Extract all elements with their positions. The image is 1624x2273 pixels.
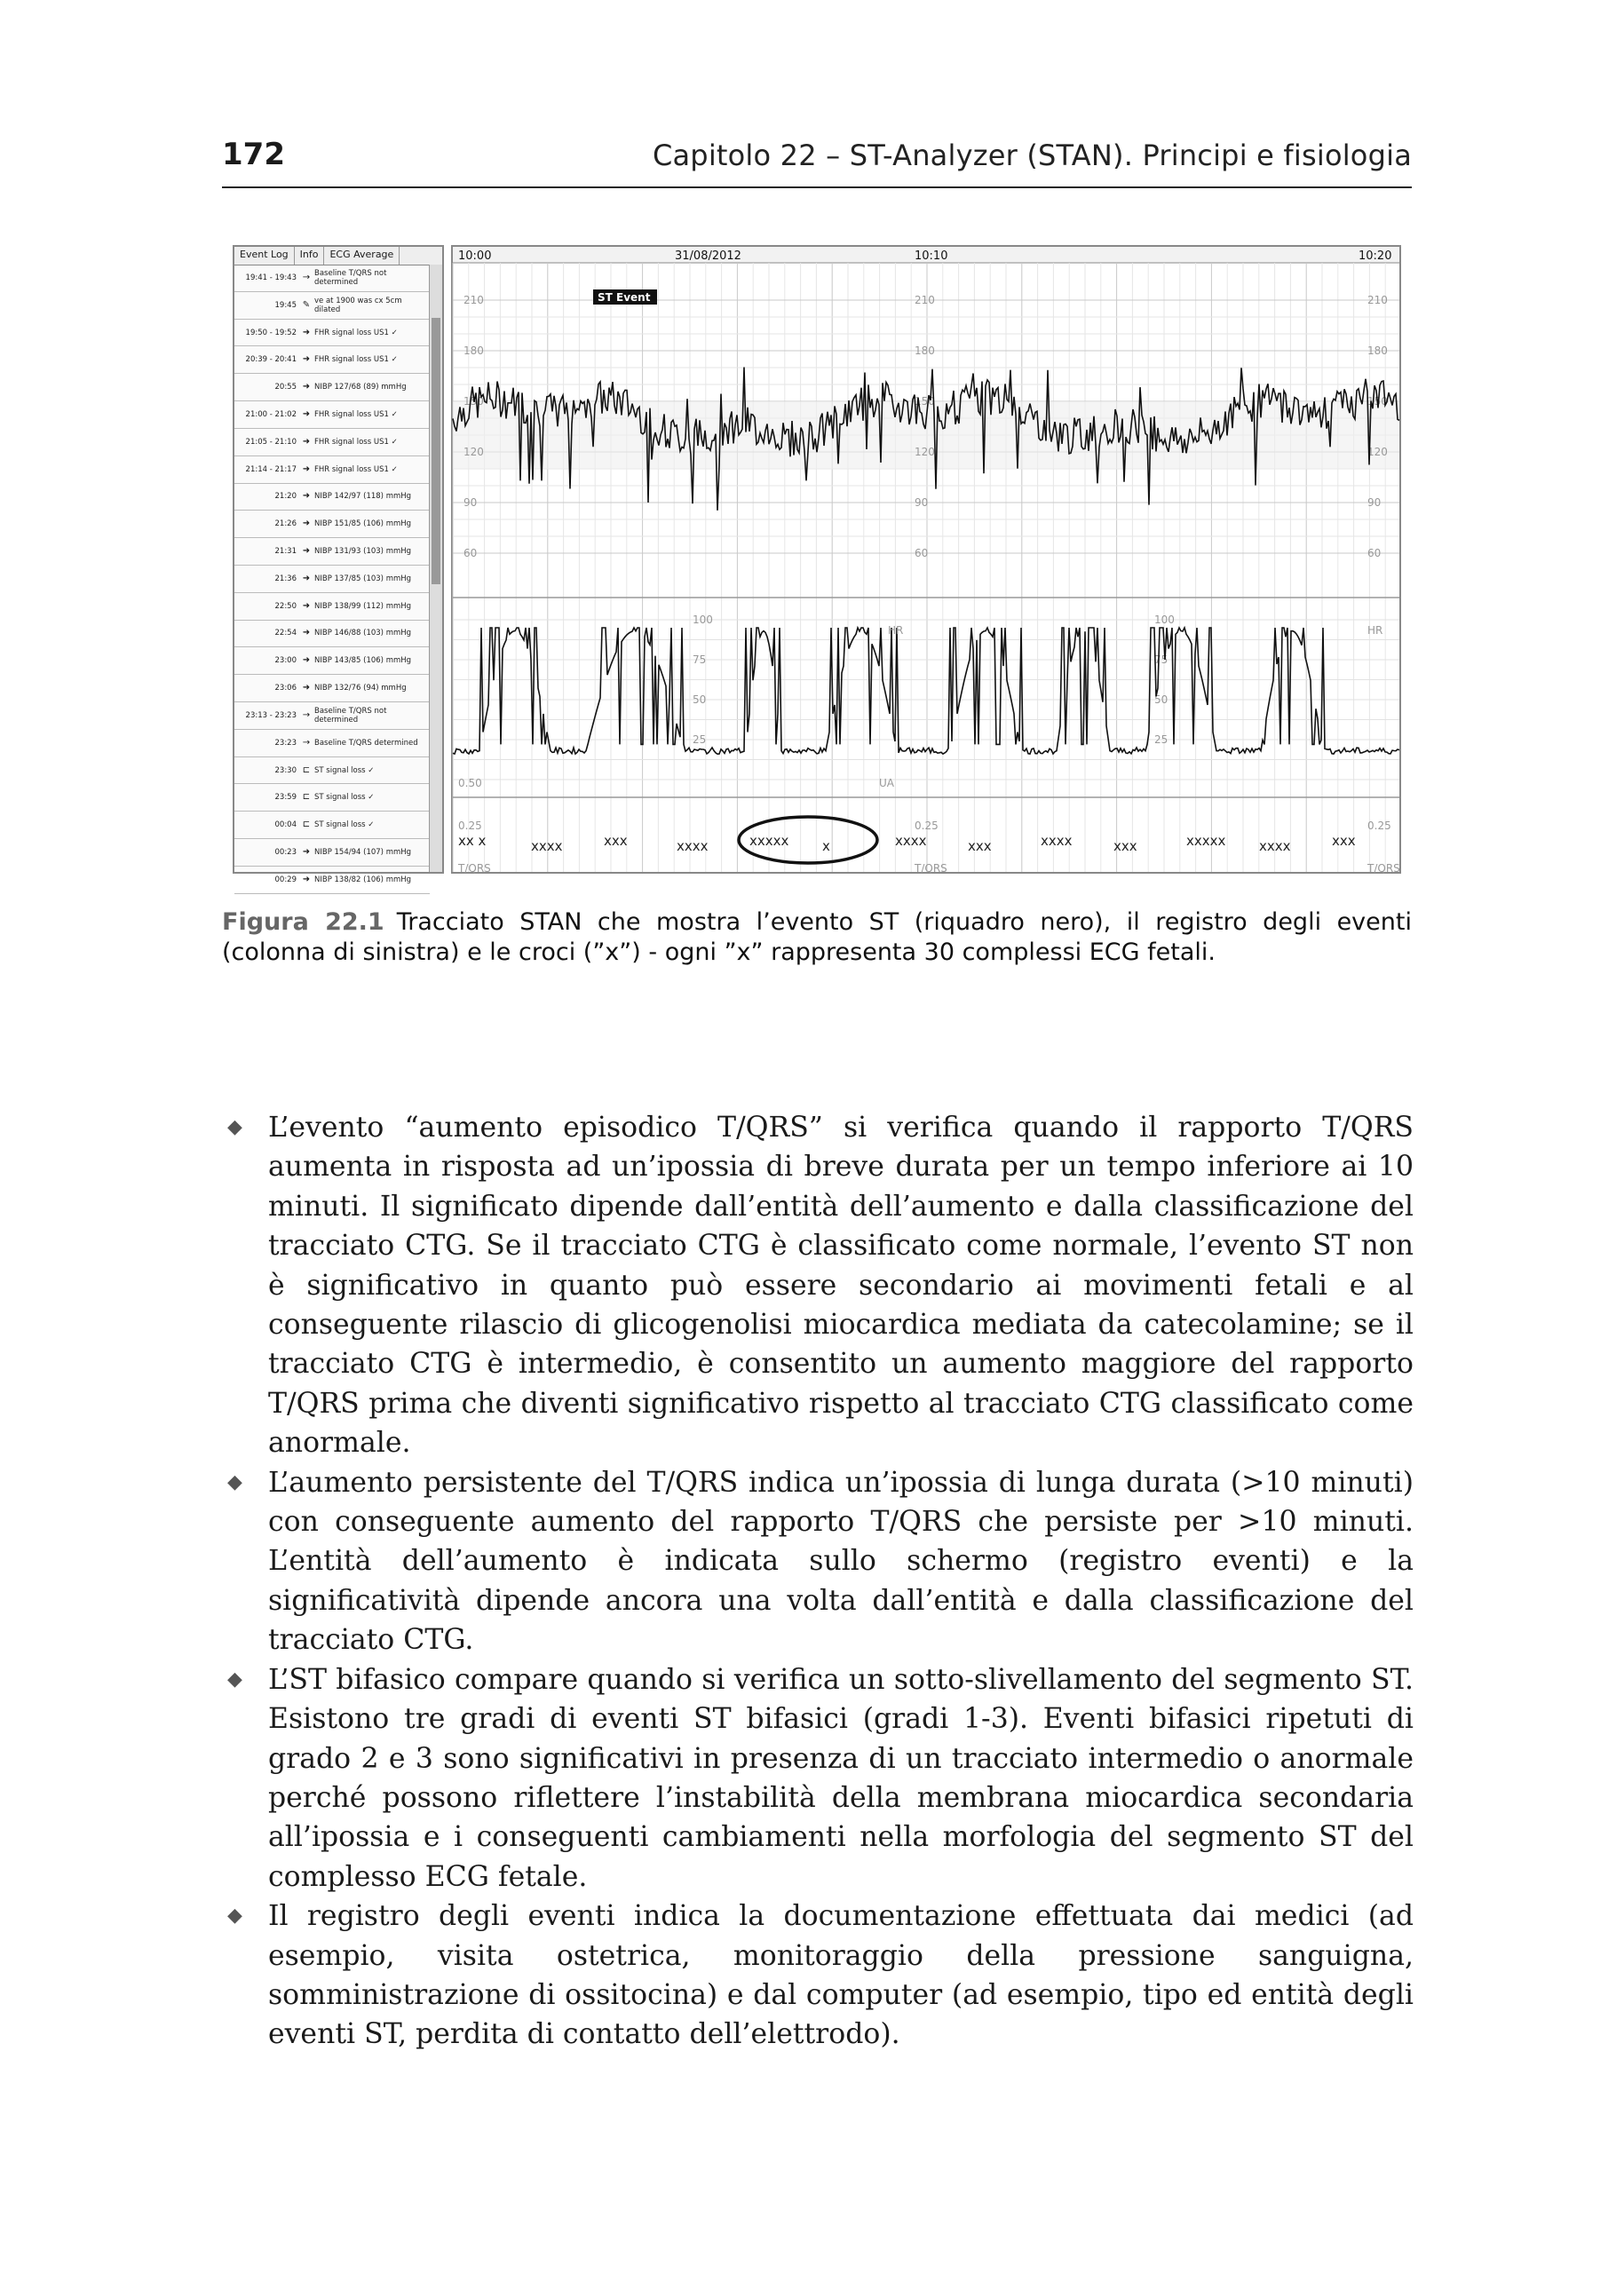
event-arrow-icon: ➜ <box>302 874 311 884</box>
event-arrow-icon: → <box>302 709 311 720</box>
page-number: 172 <box>222 137 285 172</box>
event-arrow-icon: ➜ <box>302 628 311 638</box>
event-log-time: 21:20 <box>274 492 297 502</box>
event-log-text: NIBP 154/94 (107) mmHg <box>314 847 412 857</box>
event-arrow-icon: ➜ <box>302 491 311 502</box>
bullet-item <box>224 1660 1414 1897</box>
event-log-time: 23:13 - 23:23 <box>245 710 297 720</box>
event-arrow-icon: ➜ <box>302 546 311 557</box>
event-log-time: 00:23 <box>274 847 297 857</box>
toco-axis-label: 100 <box>693 614 713 626</box>
toco-axis-label: 75 <box>693 653 707 666</box>
fhr-axis-label: 90 <box>915 496 929 509</box>
st-x-mark: xxxx <box>1259 838 1291 854</box>
event-log-panel <box>233 245 444 884</box>
st-x-mark: xx x <box>458 833 487 849</box>
tqrs-label-mid: T/QRS <box>915 862 947 875</box>
event-log-text: NIBP 137/85 (103) mmHg <box>314 574 412 583</box>
event-log-row[interactable] <box>234 374 430 401</box>
event-arrow-icon: ⊏ <box>302 792 311 803</box>
event-log-list <box>234 265 430 894</box>
event-log-row[interactable] <box>234 839 430 867</box>
st-x-mark: xxxx <box>531 838 563 854</box>
event-log-row[interactable] <box>234 621 430 648</box>
fhr-axis-label: 210 <box>915 294 935 306</box>
st-x-mark: xxxx <box>677 838 709 854</box>
event-log-text: NIBP 132/76 (94) mmHg <box>314 684 407 693</box>
event-log-time: 21:05 - 21:10 <box>245 437 297 447</box>
bullet-item <box>224 1897 1414 2055</box>
st-x-mark: xxxxx <box>1186 833 1226 849</box>
event-arrow-icon: ➜ <box>302 354 311 365</box>
scrollbar-thumb[interactable] <box>432 318 440 584</box>
st-x-mark: xxx <box>1332 833 1356 849</box>
fhr-axis-label: 180 <box>915 345 935 357</box>
event-log-scrollbar[interactable] <box>429 265 442 872</box>
event-log-row[interactable] <box>234 647 430 675</box>
bullet-text: L’aumento persistente del T/QRS indica un’ipossia di lunga durata (>10 minuti) con conseguente aumento del rapporto T/QRS che persiste per >10 minuti. L’entità dell’aumento è indicata sullo schermo (registro eventi) e la significatività dipende ancora una volta dall’entità e dalla classificazione del tracciato CTG. <box>268 1466 1414 1657</box>
st-x-mark: xxx <box>604 833 628 849</box>
event-log-time: 21:14 - 21:17 <box>245 464 297 474</box>
fhr-axis-label: 60 <box>1367 547 1382 559</box>
tqrs-label-left: T/QRS <box>458 862 491 875</box>
event-log-row[interactable] <box>234 757 430 785</box>
trace-date: 31/08/2012 <box>675 249 741 263</box>
event-log-text: FHR signal loss US1 ✓ <box>314 437 398 447</box>
event-log-time: 21:36 <box>274 574 297 583</box>
event-log-row[interactable] <box>234 292 430 320</box>
event-arrow-icon: ➜ <box>302 573 311 583</box>
event-log-time: 23:00 <box>274 656 297 666</box>
event-log-text: ST signal loss ✓ <box>314 765 375 775</box>
event-arrow-icon: ➜ <box>302 655 311 666</box>
event-log-text: NIBP 131/93 (103) mmHg <box>314 547 412 557</box>
event-arrow-icon: ➜ <box>302 327 311 337</box>
fhr-axis-label: 90 <box>463 496 478 509</box>
event-log-time: 00:29 <box>274 875 297 884</box>
event-arrow-icon: ➜ <box>302 436 311 447</box>
event-log-time: 00:04 <box>274 820 297 830</box>
bullet-item <box>224 1463 1414 1660</box>
event-log-text: ve at 1900 was cx 5cm dilated <box>314 296 402 314</box>
event-log-row[interactable] <box>234 320 430 347</box>
st-event-label: ST Event <box>598 291 651 304</box>
fhr-axis-label: 150 <box>915 395 935 408</box>
time-left: 10:00 <box>458 249 492 263</box>
event-log-row[interactable] <box>234 593 430 621</box>
fhr-axis-label: 150 <box>463 395 484 408</box>
event-log-row[interactable] <box>234 566 430 593</box>
event-log-text: NIBP 138/99 (112) mmHg <box>314 601 412 611</box>
event-arrow-icon: ➜ <box>302 519 311 529</box>
st-x-mark: xxx <box>1113 838 1137 854</box>
event-log-row[interactable] <box>234 702 430 730</box>
event-log-time: 22:54 <box>274 629 297 638</box>
fhr-axis-label: 180 <box>1367 345 1388 357</box>
tab-info[interactable]: Info <box>295 247 325 265</box>
event-log-time: 23:06 <box>274 684 297 693</box>
event-log-time: 23:23 <box>274 738 297 748</box>
event-log-row[interactable] <box>234 730 430 757</box>
event-log-time: 19:41 - 19:43 <box>245 273 297 282</box>
fhr-axis-label: 60 <box>915 547 929 559</box>
event-arrow-icon: ⊏ <box>302 820 311 830</box>
figure-caption <box>222 907 1412 968</box>
event-arrow-icon: → <box>302 272 311 282</box>
event-log-row[interactable] <box>234 511 430 538</box>
tab-event-log[interactable]: Event Log <box>234 247 295 265</box>
fhr-axis-label: 60 <box>463 547 478 559</box>
toco-axis-label: 75 <box>1154 653 1168 666</box>
event-log-row[interactable] <box>234 675 430 702</box>
event-log-text: NIBP 146/88 (103) mmHg <box>314 629 412 638</box>
event-log-time: 21:26 <box>274 519 297 529</box>
diamond-bullet-icon: ◆ <box>227 1470 242 1493</box>
time-mid: 10:10 <box>915 249 948 263</box>
event-log-text: ST signal loss ✓ <box>314 793 375 803</box>
event-log-text: Baseline T/QRS not determined <box>314 706 387 725</box>
tqrs-value-left: 0.25 <box>458 820 482 832</box>
tqrs-label-right: T/QRS <box>1367 862 1400 875</box>
event-log-text: FHR signal loss US1 ✓ <box>314 464 398 474</box>
event-log-text: NIBP 142/97 (118) mmHg <box>314 492 412 502</box>
event-log-time: 19:45 <box>274 300 297 310</box>
fhr-axis-label: 120 <box>915 446 935 458</box>
event-log-time: 23:59 <box>274 793 297 803</box>
event-log-text: NIBP 127/68 (89) mmHg <box>314 383 407 392</box>
toco-axis-label: 25 <box>693 733 707 746</box>
caption-label: Figura 22.1 <box>222 908 384 936</box>
hr-label: HR <box>888 624 904 637</box>
event-log-text: NIBP 151/85 (106) mmHg <box>314 519 412 529</box>
event-log-row[interactable] <box>234 484 430 511</box>
zero-label-left: 0.50 <box>458 777 482 789</box>
event-arrow-icon: → <box>302 737 311 748</box>
event-arrow-icon: ⊏ <box>302 764 311 775</box>
fhr-axis-label: 150 <box>1367 395 1388 408</box>
diamond-bullet-icon: ◆ <box>227 1667 242 1691</box>
fhr-axis-label: 120 <box>463 446 484 458</box>
event-log-text: Baseline T/QRS not determined <box>314 268 387 287</box>
event-log-text: FHR signal loss US1 ✓ <box>314 409 398 419</box>
st-x-mark: xxx <box>968 838 992 854</box>
event-log-time: 22:50 <box>274 601 297 611</box>
caption-text: Tracciato STAN che mostra l’evento ST (riquadro nero), il registro degli eventi (colonna di sinistra) e le croci (”x”) - ogni ”x” rappresenta 30 complessi ECG fetali. <box>222 908 1412 966</box>
bullet-item <box>224 1108 1414 1463</box>
toco-axis-label: 25 <box>1154 733 1168 746</box>
ua-label: UA <box>879 777 894 789</box>
event-log-text: FHR signal loss US1 ✓ <box>314 355 398 365</box>
event-log-time: 20:55 <box>274 383 297 392</box>
event-arrow-icon: ➜ <box>302 408 311 419</box>
fhr-axis-label: 120 <box>1367 446 1388 458</box>
event-log-row[interactable] <box>234 784 430 812</box>
event-log-row[interactable] <box>234 346 430 374</box>
tqrs-value-right: 0.25 <box>1367 820 1391 832</box>
event-log-row[interactable] <box>234 812 430 839</box>
bullet-list <box>224 1108 1414 2055</box>
event-arrow-icon: ➜ <box>302 463 311 474</box>
event-arrow-icon: ➜ <box>302 382 311 392</box>
bullet-text: L’evento “aumento episodico T/QRS” si verifica quando il rapporto T/QRS aumenta in risposta ad un’ipossia di breve durata per un tempo inferiore ai 10 minuti. Il significato dipende dall’entità dell’aumento e dalla classificazione del tracciato CTG. Se il tracciato CTG è classificato come normale, l’evento ST non è significativo in quanto può essere secondario ai movimenti fetali e al conseguente rilascio di glicogenolisi miocardica mediata da catecolamine; se il tracciato CTG è intermedio, è consentito un aumento maggiore del rapporto T/QRS prima che diventi significativo rispetto al tracciato CTG classificato come anormale. <box>268 1112 1414 1460</box>
event-log-time: 21:00 - 21:02 <box>245 409 297 419</box>
event-log-time: 20:39 - 20:41 <box>245 355 297 365</box>
st-x-mark: x <box>822 838 830 854</box>
time-right: 10:20 <box>1359 249 1392 263</box>
hr-label-right: HR <box>1367 624 1383 637</box>
diamond-bullet-icon: ◆ <box>227 1905 242 1928</box>
bullet-text: L’ST bifasico compare quando si verifica un sotto-slivellamento del segmento ST. Esistono tre gradi di eventi ST bifasici (gradi 1-3). Eventi bifasici ripetuti di grado 2 e 3 sono significativi in presenza di un tracciato intermedio o anormale perché possono riflettere l’instabilità della membrana miocardica secondaria all’ipossia e i conseguenti cambiamenti nella morfologia del segmento ST del complesso ECG fetale. <box>268 1663 1414 1893</box>
event-log-tabs <box>234 247 442 265</box>
event-log-time: 21:31 <box>274 547 297 557</box>
ctg-trace-panel <box>451 245 1401 874</box>
event-arrow-icon: ➜ <box>302 846 311 857</box>
event-log-text: FHR signal loss US1 ✓ <box>314 328 398 337</box>
tab-ecg-average[interactable]: ECG Average <box>324 247 400 265</box>
page-header <box>222 133 1412 188</box>
fhr-axis-label: 210 <box>463 294 484 306</box>
toco-axis-label: 50 <box>1154 693 1168 706</box>
fhr-axis-label: 180 <box>463 345 484 357</box>
event-log-time: 19:50 - 19:52 <box>245 328 297 337</box>
event-log-row[interactable] <box>234 429 430 456</box>
bullet-text: Il registro degli eventi indica la documentazione effettuata dai medici (ad esempio, visita ostetrica, monitoraggio della pressione sanguigna, somministrazione di ossitocina) e dal computer (ad esempio, tipo ed entità degli eventi ST, perdita di contatto dell’elettrodo). <box>268 1900 1414 2051</box>
st-x-mark: xxxxx <box>749 833 789 849</box>
event-log-text: Baseline T/QRS determined <box>314 738 418 748</box>
event-arrow-icon: ➜ <box>302 600 311 611</box>
fhr-axis-label: 90 <box>1367 496 1382 509</box>
event-log-row[interactable] <box>234 401 430 429</box>
event-log-text: NIBP 138/82 (106) mmHg <box>314 875 412 884</box>
running-title: Capitolo 22 – ST-Analyzer (STAN). Principi e fisiologia <box>652 139 1412 172</box>
event-log-row[interactable] <box>234 538 430 566</box>
event-log-text: NIBP 143/85 (106) mmHg <box>314 656 412 666</box>
tqrs-value-mid: 0.25 <box>915 820 939 832</box>
toco-axis-label: 100 <box>1154 614 1175 626</box>
event-log-row[interactable] <box>234 265 430 292</box>
event-arrow-icon: ➜ <box>302 683 311 693</box>
event-log-text: ST signal loss ✓ <box>314 820 375 830</box>
diamond-bullet-icon: ◆ <box>227 1116 242 1138</box>
trace-chart <box>453 247 1400 875</box>
fhr-axis-label: 210 <box>1367 294 1388 306</box>
st-x-mark: xxxx <box>1041 833 1073 849</box>
toco-axis-label: 50 <box>693 693 707 706</box>
figure-stan-trace <box>233 245 1401 884</box>
event-log-time: 23:30 <box>274 765 297 775</box>
event-arrow-icon: ✎ <box>302 299 311 310</box>
st-x-mark: xxxx <box>895 833 927 849</box>
event-log-row[interactable] <box>234 456 430 484</box>
st-x-marks <box>458 833 1356 854</box>
event-log-row[interactable] <box>234 867 430 894</box>
